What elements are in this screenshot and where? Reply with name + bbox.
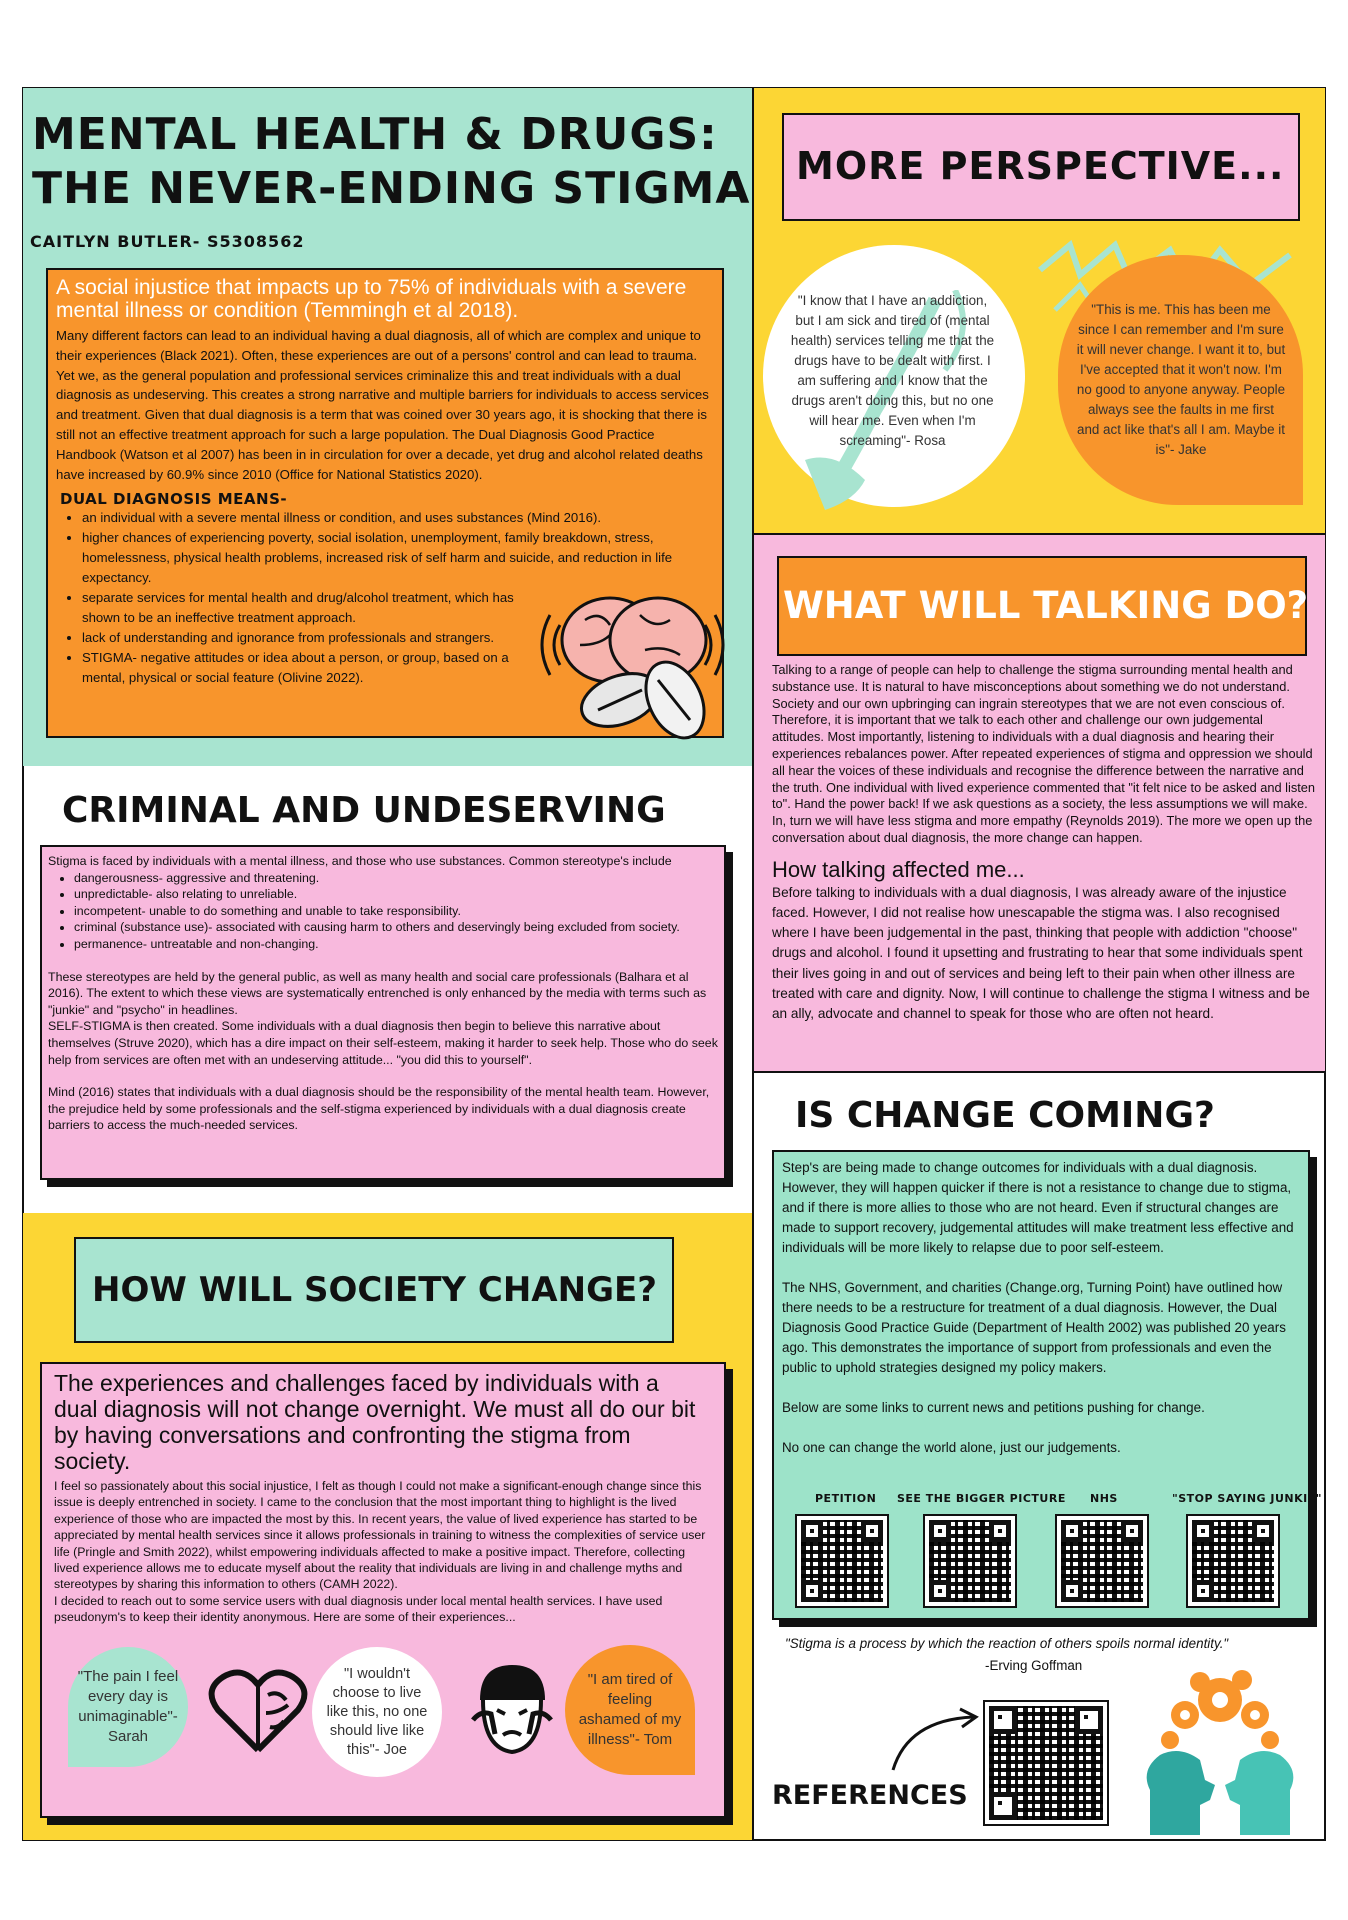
criminal-box — [40, 845, 726, 1180]
criminal-para-2: SELF-STIGMA is then created. Some individuals with a dual diagnosis then begin to believe this narrative about themselves (Struve 2020), which has a dire impact on their self-esteem, making it harder to seek help. Those who do seek help from services are often met with an undeserving attitude... "you did this to yourself". — [48, 1019, 718, 1067]
quote-jake-text — [1075, 275, 1287, 485]
goffman-author: -Erving Goffman — [985, 1658, 1083, 1673]
means-item: • separate services for mental health and drug/alcohol treatment, which has shown to be an ineffective treatment approach. — [82, 588, 522, 628]
quote-bubble-tom — [565, 1645, 695, 1775]
brain-pills-illustration — [540, 585, 730, 745]
talking-affected-body: Before talking to individuals with a dual diagnosis, I was already aware of the injustice faced. However, I did not realise how unescapable the stigma was. I also recognised where I have been judgemental in the past, thinking that people with addiction "choose" drugs and alcohol. I found it upsetting and frustrating to hear that some individuals spent their lives going in and out of services and being left to their pain when other illness are treated with care and dignity. Now, I will continue to challenge the stigma I witness and be an ally, advocate and channel to speak for those who are often not heard. — [772, 884, 1310, 1021]
goffman-quote: "Stigma is a process by which the reaction of others spoils normal identity." — [785, 1636, 1229, 1651]
criminal-intro: Stigma is faced by individuals with a mental illness, and those who use substances. Common stereotype's include — [48, 854, 672, 868]
stereotype-item: • permanence- untreatable and non-changing. — [74, 936, 718, 953]
qr-label-stop-saying-junkie: "STOP SAYING JUNKIE" — [1172, 1492, 1322, 1505]
change-para-4: No one can change the world alone, just our judgements. — [782, 1440, 1121, 1455]
criminal-heading: CRIMINAL AND UNDESERVING — [62, 790, 666, 831]
qr-label-nhs: NHS — [1090, 1492, 1118, 1505]
perspective-heading: MORE PERSPECTIVE... — [796, 144, 1285, 188]
talking-heading: WHAT WILL TALKING DO? — [783, 584, 1309, 627]
quote-rosa: "I know that I have an addiction, but I am sick and tired of (mental health) services telling me that the drugs have to be dealt with first. I am suffering and I know that the drugs aren't doing this, but no one will hear me. Even when I'm screaming"- Rosa — [790, 292, 995, 448]
references-label: REFERENCES — [772, 1780, 968, 1811]
qr-label-petition: PETITION — [815, 1492, 877, 1505]
means-item: • an individual with a severe mental illness or condition, and uses substances (Mind 2016). — [82, 508, 714, 528]
criminal-para-1: These stereotypes are held by the general public, as well as many health and social care professionals (Balhara et al 2016). The extent to which these views are systematically entrenched is only enhanced by the media with terms such as "junkie" and "psycho" in headlines. — [48, 969, 707, 1017]
talking-body: Talking to a range of people can help to challenge the stigma surrounding mental health and substance use. It is natural to have misconceptions about something we do not understand. Society and our own upbringing can ingrain stereotypes that we are not even conscious of. Therefore, it is important that we talk to each other and challenge our own judgemental attitudes. Most importantly, listening to individuals with a dual diagnosis and hearing their experiences rebalances power. After repeated experiences of stigma and oppression we should all hear the voices of these individuals and recognise the difference between the narrative and the truth. One individual with lived experience commented that "it felt nice to be asked and listen to". Hand the power back! If we ask questions as a society, the less assumptions we will make. In, turn we will have less stigma and more empathy (Reynolds 2019). The more we open up the conversation about dual diagnosis, the more change can happen. — [772, 662, 1316, 845]
qr-code-stop-saying-junkie[interactable] — [1188, 1516, 1278, 1606]
talking-affected-heading: How talking affected me... — [772, 856, 1025, 882]
society-lead: The experiences and challenges faced by individuals with a dual diagnosis will not change overnight. We must all do our bit by having conversations and confronting the stigma from society. — [54, 1370, 696, 1474]
quote-rosa-text — [790, 268, 995, 473]
qr-code-petition[interactable] — [797, 1516, 887, 1606]
change-para-1: Step's are being made to change outcomes for individuals with a dual diagnosis. However, they will happen quicker if there is not a resistance to change due to stigma, and if there is more allies to those who are not heard. Even if structural changes are made to support recovery, judgemental attitudes will make treatment less effective and individuals will be more likely to relapse due to poor self-esteem. — [782, 1160, 1294, 1255]
quote-jake: "This is me. This has been me since I can remember and I'm sure it will never change. I want it to, but I've accepted that it won't now. I'm no good to anyone anyway. People always see the faults in me first and act like that's all I am. Maybe it is"- Jake — [1076, 302, 1286, 457]
arrow-icon — [888, 1705, 988, 1775]
society-para-1: I feel so passionately about this social injustice, I felt as though I could not make a significant-enough change since this issue is deeply entrenched in society. I came to the conclusion that the most important thing to highlight is the lived experience of those who are impacted the most by this. In recent years, the value of lived experience has started to be appreciated by mental health services since it allows professionals in training to witness the complexities of service user life (Pringle and Smith 2022), whilst empowering individuals affected to make a positive impact. Therefore, collecting lived experience allows me to educate myself about the reality that individuals are living in and challenge myths and stereotypes by sharing this information to others (CAMH 2022). — [54, 1479, 706, 1592]
quote-tom: "I am tired of feeling ashamed of my illness"- Tom — [578, 1671, 682, 1748]
qr-code-references[interactable] — [985, 1702, 1107, 1824]
change-para-3: Below are some links to current news and petitions pushing for change. — [782, 1400, 1205, 1415]
stereotype-item: • dangerousness- aggressive and threatening. — [74, 870, 718, 887]
quote-bubble-sarah — [68, 1647, 188, 1767]
page-title — [32, 108, 752, 216]
change-para-2: The NHS, Government, and charities (Change.org, Turning Point) have outlined how there needs to be a restructure for treatment of a dual diagnosis. However, the Dual Diagnosis Good Practice Guide (Department of Health 2002) was published 20 years ago. This demonstrates the importance of support from professionals and even the public to uphold strategies designed my policy makers. — [782, 1280, 1286, 1375]
heart-brain-icon — [208, 1665, 308, 1755]
qr-code-bigger-picture[interactable] — [925, 1516, 1015, 1606]
title-line-1: MENTAL HEALTH & DRUGS: — [32, 109, 718, 160]
criminal-para-3: Mind (2016) states that individuals with a dual diagnosis should be the responsibility of the mental health team. However, the prejudice held by some professionals and the self-stigma experienced by individuals with a dual diagnosis create barriers to access the much-needed services. — [48, 1085, 710, 1133]
distressed-face-icon — [465, 1660, 560, 1760]
means-item: • lack of understanding and ignorance from professionals and strangers. — [82, 628, 522, 648]
means-item: • STIGMA- negative attitudes or idea about a person, or group, based on a mental, physical or social feature (Olivine 2022). — [82, 648, 522, 688]
stereotype-item: • unpredictable- also relating to unreliable. — [74, 886, 718, 903]
heads-gears-illustration — [1130, 1660, 1310, 1835]
stereotype-item: • criminal (substance use)- associated with causing harm to others and deservingly being excluded from society. — [74, 919, 718, 936]
quote-joe: "I wouldn't choose to live like this, no one should live like this"- Joe — [326, 1665, 428, 1758]
author-label: CAITLYN BUTLER- S5308562 — [30, 232, 305, 251]
change-heading: IS CHANGE COMING? — [795, 1095, 1215, 1136]
society-heading: HOW WILL SOCIETY CHANGE? — [92, 1270, 657, 1310]
qr-label-bigger-picture: SEE THE BIGGER PICTURE — [897, 1492, 1066, 1505]
society-para-2: I decided to reach out to some service users with dual diagnosis under local mental health services. I have used pseudonym's to keep their identity anonymous. Here are some of their experiences... — [54, 1593, 663, 1625]
talking-body-box — [772, 662, 1318, 1024]
intro-body: Many different factors can lead to an individual having a dual diagnosis, all of which are complex and unique to their experiences (Black 2021). Often, these experiences are out of a persons' control and can lead to trauma. Yet we, as the general population and professional services criminalize this and treat individuals with a dual diagnosis as undeserving. This creates a strong narrative and multiple barriers for individuals to access services and treatment. Given that dual diagnosis is a term that was coined over 30 years ago, it is shocking that there is still not an effective treatment approach for such a large population. The Dual Diagnosis Good Practice Handbook (Watson et al 2007) has been in in circulation for over a decade, yet drug and alcohol related deaths have increased by 60.9% since 2010 (Office for National Statistics 2020). — [56, 328, 709, 482]
means-item: • higher chances of experiencing poverty, social isolation, unemployment, family breakdown, stress, homelessness, physical health problems, increased risk of self harm and suicide, and reduction in life expectancy. — [82, 528, 702, 588]
stereotype-list — [48, 870, 718, 953]
qr-code-nhs[interactable] — [1057, 1516, 1147, 1606]
title-line-2: THE NEVER-ENDING STIGMA — [32, 163, 751, 214]
stereotype-item: • incompetent- unable to do something and unable to take responsibility. — [74, 903, 718, 920]
intro-lead: A social injustice that impacts up to 75% of individuals with a severe mental illness or condition (Temmingh et al 2018). — [56, 276, 687, 322]
means-heading: DUAL DIAGNOSIS MEANS- — [60, 490, 288, 509]
quote-bubble-joe — [312, 1647, 442, 1777]
quote-sarah: "The pain I feel every day is unimaginable"- Sarah — [77, 1668, 179, 1745]
